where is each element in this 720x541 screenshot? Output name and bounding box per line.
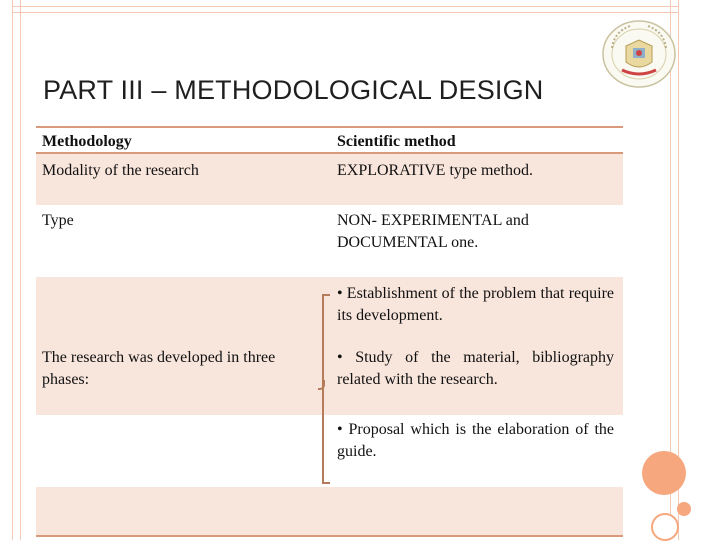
row-type-value: NON- EXPERIMENTAL and DOCUMENTAL one.	[337, 212, 529, 251]
table-row	[36, 487, 623, 537]
phase-item: • Establishment of the problem that require its development.	[337, 285, 614, 324]
table-row	[36, 154, 623, 205]
row-modality-label: Modality of the research	[42, 162, 199, 179]
decorative-frame-left	[12, 0, 21, 540]
decorative-circle-icon	[677, 502, 691, 516]
slide-title: PART III – METHODOLOGICAL DESIGN	[43, 75, 544, 105]
decorative-circle-icon	[642, 451, 686, 495]
decorative-frame-top	[12, 6, 679, 13]
phases-bracket	[322, 294, 330, 484]
university-seal-logo-icon	[600, 18, 678, 90]
phase-item: • Proposal which is the elaboration of the guide.	[337, 421, 614, 460]
row-type-label: Type	[42, 212, 74, 229]
decorative-ring-icon	[651, 513, 679, 541]
phase-item: • Study of the material, bibliography related with the research.	[337, 349, 614, 388]
header-scientific-method: Scientific method	[337, 133, 456, 150]
row-modality-value: EXPLORATIVE type method.	[337, 162, 533, 179]
phases-label: The research was developed in three phases:	[42, 349, 276, 388]
table-row	[36, 205, 623, 277]
table-header-row	[36, 126, 623, 154]
header-methodology: Methodology	[42, 133, 132, 150]
